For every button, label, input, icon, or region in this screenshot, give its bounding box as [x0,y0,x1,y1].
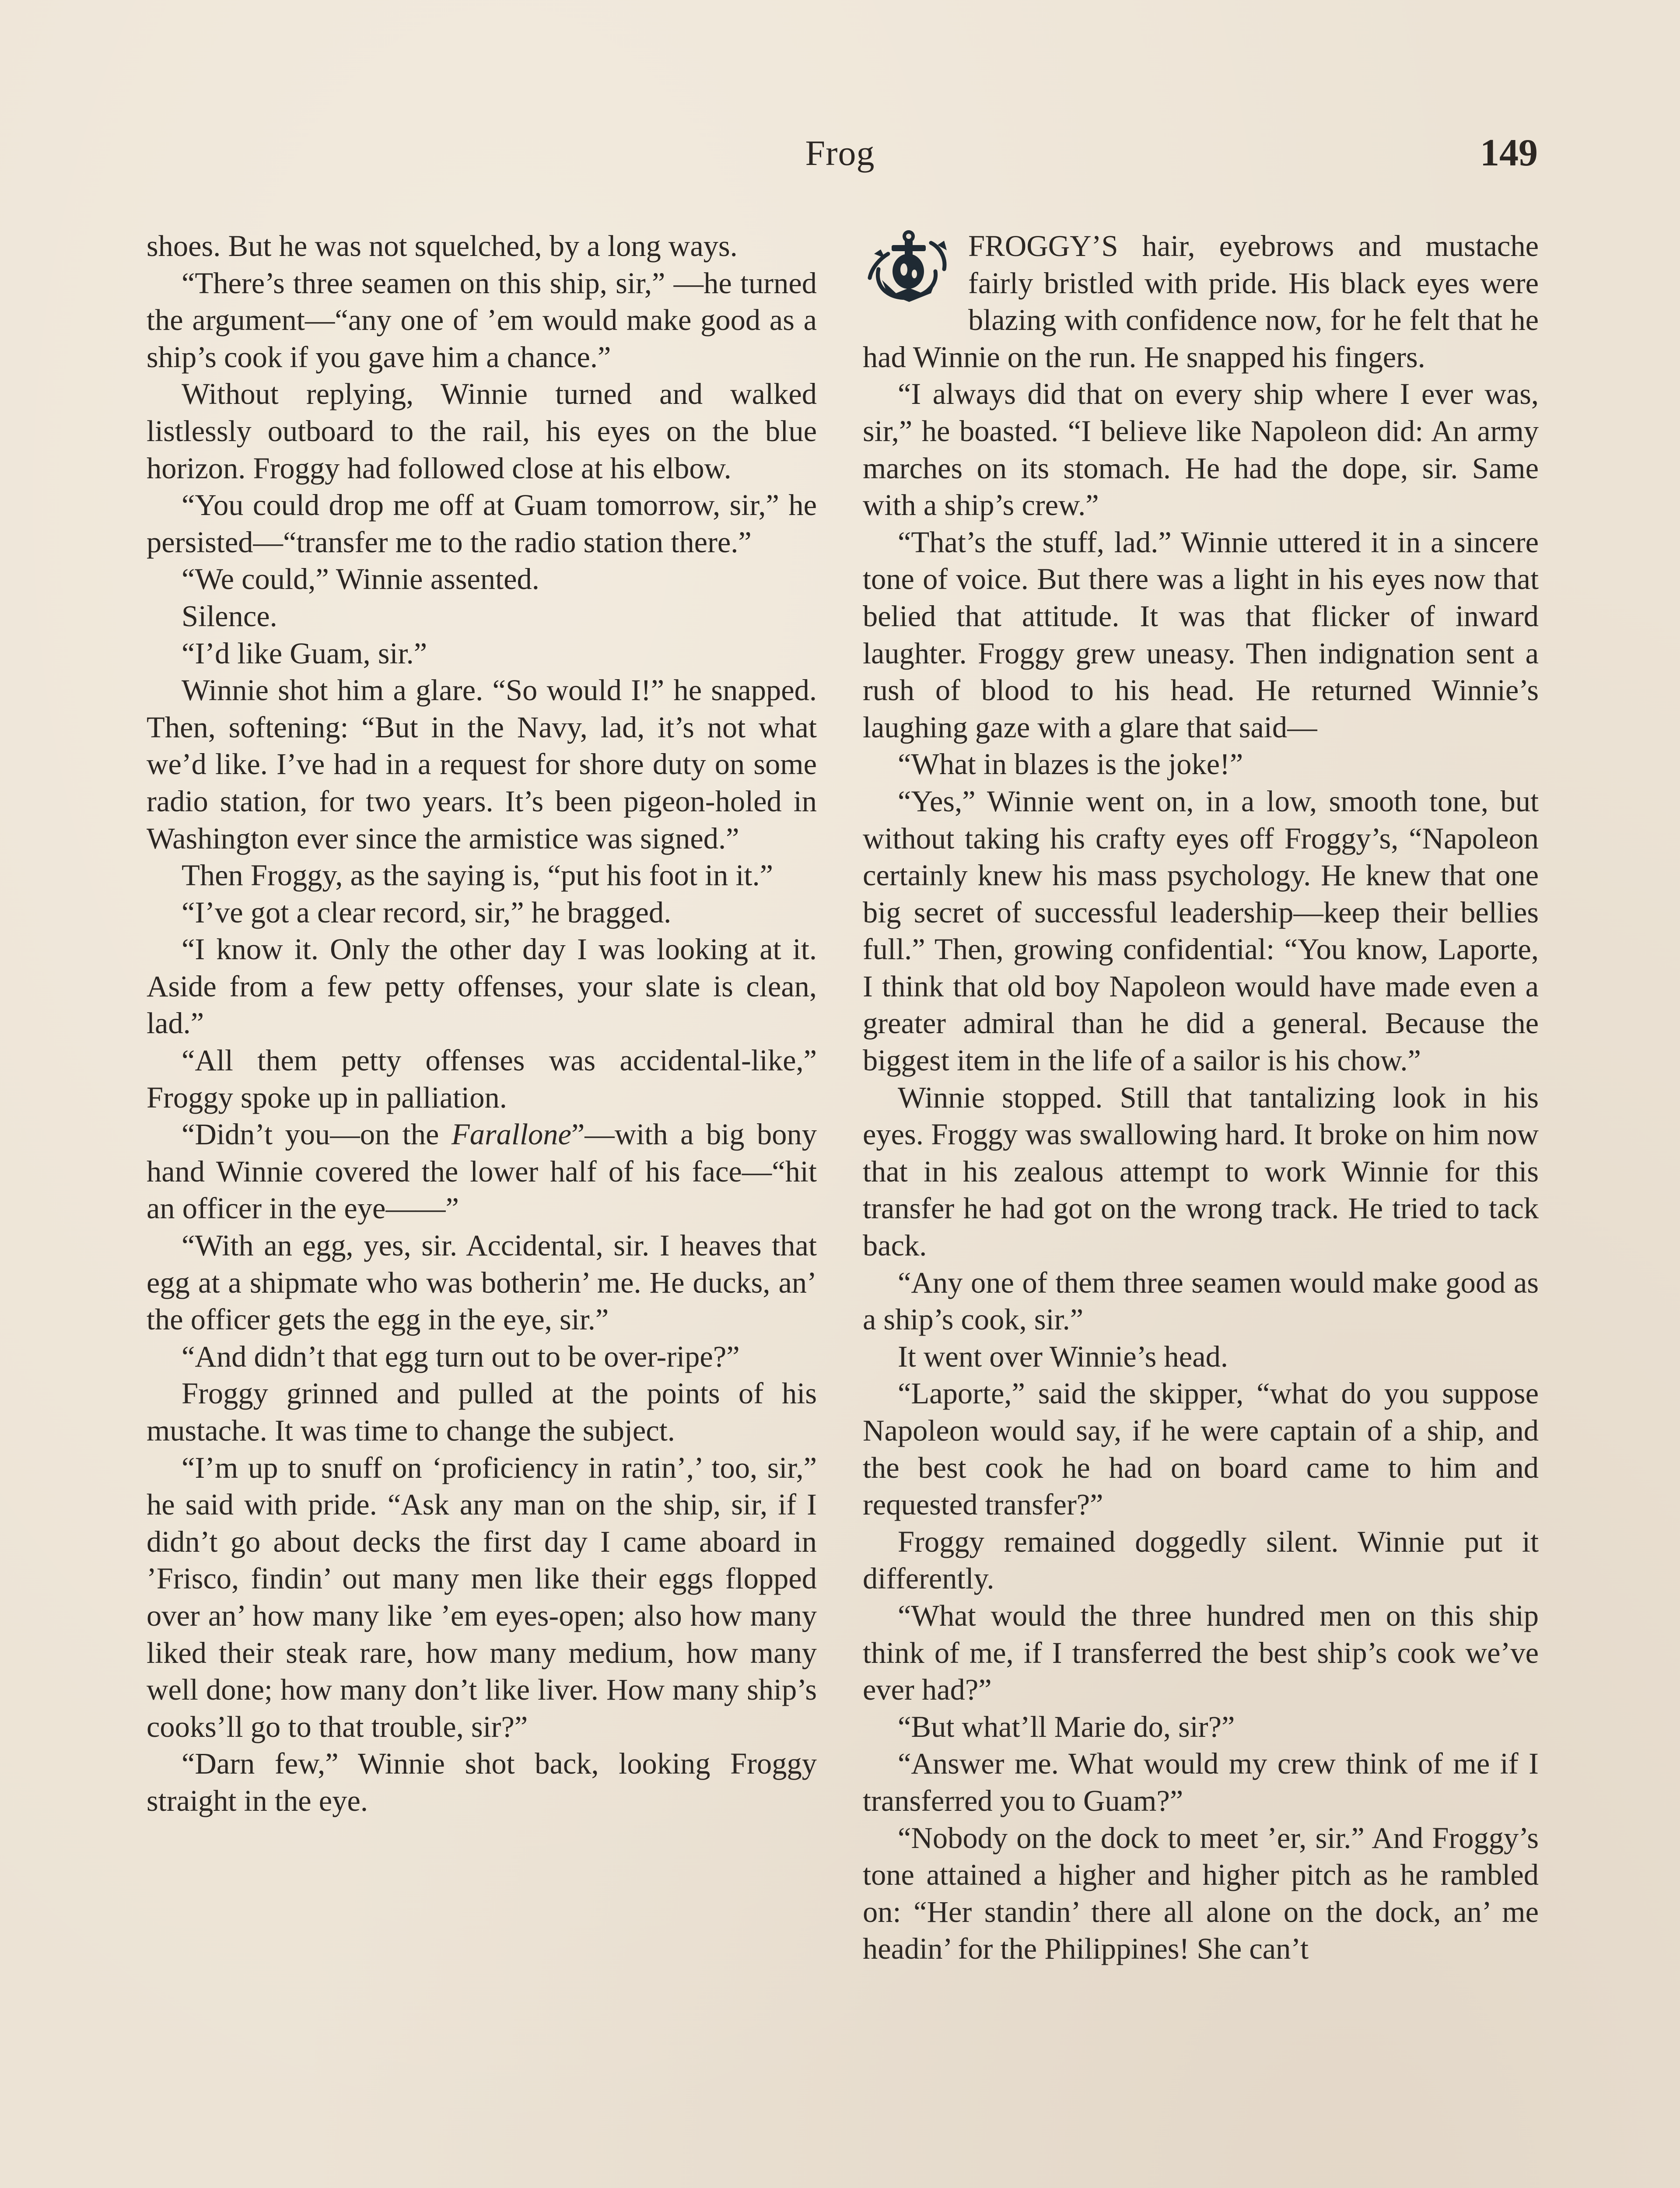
paragraph: shoes. But he was not squelched, by a long ways. [147,229,738,263]
paragraph: “Any one of them three seamen would make good as a ship’s cook, sir.” [863,1266,1539,1336]
paragraph: “And didn’t that egg turn out to be over-ripe?” [182,1339,740,1373]
paragraph: Winnie stopped. Still that tantalizing look in his eyes. Froggy was swallowing hard. It broke on him now that in his zealous attempt to work Winnie for this transfer he had got on the wrong track. He tried to tack back. [863,1080,1539,1262]
paragraph: “Nobody on the dock to meet ’er, sir.” And Froggy’s tone attained a higher and higher pitch as he rambled on: “Her standin’ there all alone on the dock, an’ me headin’ for the Philippines! She can’t [863,1821,1539,1966]
paragraph: “Answer me. What would my crew think of me if I transferred you to Guam?” [863,1747,1539,1817]
running-title: Frog [805,133,875,173]
paragraph: It went over Winnie’s head. [898,1339,1228,1373]
page-number: 149 [1480,132,1538,174]
paragraph: “We could,” Winnie assented. [182,562,539,596]
right-column [863,228,1539,1967]
paragraph: Froggy grinned and pulled at the points of his mustache. It was time to change the subject. [147,1377,817,1447]
paragraph: Then Froggy, as the saying is, “put his foot in it.” [182,859,774,892]
paragraph: “With an egg, yes, sir. Accidental, sir. I heaves that egg at a shipmate who was botherin’ me. He ducks, an’ the officer gets the egg in the eye, sir.” [147,1229,817,1336]
paragraph: “I’m up to snuff on ‘proficiency in ratin’,’ too, sir,” he said with pride. “Ask any man on the ship, sir, if I didn’t go about decks the first day I came aboard in ’Frisco, findin’ out many men like their eggs flopped over an’ how many like ’em eyes-open; also how many liked their steak rare, how many medium, how many well done; how many don’t like liver. How many ship’s cooks’ll go to that trouble, sir?” [147,1451,817,1743]
ship-name: Farallone [451,1118,571,1151]
paragraph-text: FROGGY’S hair, eyebrows and mustache fairly bristled with pride. His black eyes were blazing with confidence now, for he felt that he had Winnie on the run. He snapped his fingers. [863,229,1539,374]
paragraph: Silence. [182,599,277,633]
paragraph: Froggy remained doggedly silent. Winnie put it differently. [863,1525,1539,1595]
paragraph: “What in blazes is the joke!” [898,747,1243,781]
paragraph: “But what’ll Marie do, sir?” [898,1710,1235,1743]
paragraph-with-ornament [863,228,1539,375]
paragraph: “I’ve got a clear record, sir,” he bragged. [182,895,672,929]
paragraph: “You could drop me off at Guam tomorrow, sir,” he persisted—“transfer me to the radio station there.” [147,488,817,559]
paragraph: “Yes,” Winnie went on, in a low, smooth tone, but without taking his crafty eyes off Froggy’s, “Napoleon certainly knew his mass psychology. He knew that one big secret of successful leadership—keep their bellies full.” Then, growing confidential: “You know, Laporte, I think that old boy Napoleon would have made even a greater admiral than he did a general. Because the biggest item in the life of a sailor is his chow.” [863,784,1539,1077]
anchor-icon [861,228,959,304]
paragraph: “What would the three hundred men on this ship think of me, if I transferred the best ship’s cook we’ve ever had?” [863,1599,1539,1707]
paragraph: Without replying, Winnie turned and walked listlessly outboard to the rail, his eyes on the blue horizon. Froggy had followed close at his elbow. [147,377,817,485]
paragraph: “Didn’t you—on the Farallone”—with a big bony hand Winnie covered the lower half of his face—“hit an officer in the eye——” [147,1118,817,1225]
left-column [147,228,817,1820]
paragraph: “Laporte,” said the skipper, “what do you suppose Napoleon would say, if he were captain of a ship, and the best cook he had on board came to him and requested transfer?” [863,1377,1539,1522]
paragraph: “There’s three seamen on this ship, sir,” —he turned the argument—“any one of ’em would make good as a ship’s cook if you gave him a chance.” [147,266,817,374]
paragraph: “That’s the stuff, lad.” Winnie uttered it in a sincere tone of voice. But there was a light in his eyes now that belied that attitude. It was that flicker of inward laughter. Froggy grew uneasy. Then indignation sent a rush of blood to his head. He returned Winnie’s laughing gaze with a glare that said— [863,525,1539,744]
paragraph: “Darn few,” Winnie shot back, looking Froggy straight in the eye. [147,1747,817,1817]
paragraph: Winnie shot him a glare. “So would I!” he snapped. Then, softening: “But in the Navy, lad, it’s not what we’d like. I’ve had in a request for shore duty on some radio station, for two years. It’s been pigeon-holed in Washington ever since the armistice was signed.” [147,673,817,855]
paragraph: “All them petty offenses was accidental-like,” Froggy spoke up in palliation. [147,1044,817,1114]
paragraph: “I’d like Guam, sir.” [182,636,427,670]
paragraph: “I always did that on every ship where I ever was, sir,” he boasted. “I believe like Napoleon did: An army marches on its stomach. He had the dope, sir. Same with a ship’s crew.” [863,377,1539,522]
paragraph: “I know it. Only the other day I was looking at it. Aside from a few petty offenses, your slate is clean, lad.” [147,933,817,1040]
